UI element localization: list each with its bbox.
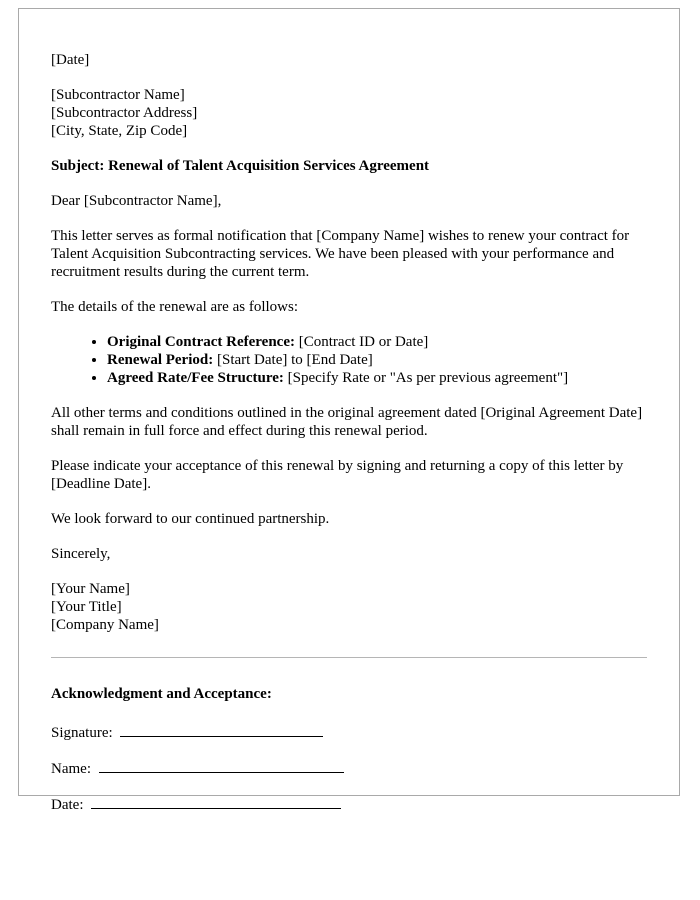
name-label: Name: <box>51 761 91 777</box>
letter-body <box>19 9 679 814</box>
list-item-renewal-period <box>107 351 647 369</box>
document-page <box>18 8 680 813</box>
recipient-name: [Subcontractor Name] <box>51 87 185 103</box>
signature-blank-line <box>120 722 323 737</box>
name-row <box>51 758 647 778</box>
terms-paragraph: All other terms and conditions outlined in the original agreement dated [Original Agreement Date] shall remain in full force and effect during this renewal period. <box>51 405 643 439</box>
recipient-street: [Subcontractor Address] <box>51 105 198 121</box>
subject-line: Subject: Renewal of Talent Acquisition Services Agreement <box>51 158 430 174</box>
signature-row <box>51 722 647 742</box>
bullet-label: Agreed Rate/Fee Structure: <box>107 370 284 386</box>
recipient-address-block <box>51 86 647 140</box>
bullet-label: Original Contract Reference: <box>107 334 295 350</box>
sender-company: [Company Name] <box>51 617 159 633</box>
salutation: Dear [Subcontractor Name], <box>51 193 222 209</box>
date-blank-line <box>91 794 341 809</box>
date-row <box>51 794 647 814</box>
list-item-contract-reference <box>107 333 647 351</box>
sender-block <box>51 580 647 634</box>
acknowledgment-heading: Acknowledgment and Acceptance: <box>51 686 272 702</box>
bullet-value: [Start Date] to [End Date] <box>213 352 373 368</box>
section-divider <box>51 657 647 658</box>
date-label: Date: <box>51 797 84 813</box>
bullet-value: [Contract ID or Date] <box>295 334 429 350</box>
name-blank-line <box>99 758 344 773</box>
renewal-details-list <box>51 333 647 387</box>
intro-paragraph: This letter serves as formal notification that [Company Name] wishes to renew your contract for Talent Acquisition Subcontracting services. We have been pleased with your performance and recruitment results during the current term. <box>51 228 630 280</box>
list-item-rate-structure <box>107 369 647 387</box>
signoff: Sincerely, <box>51 546 111 562</box>
bullet-label: Renewal Period: <box>107 352 214 368</box>
details-intro: The details of the renewal are as follows: <box>51 299 298 315</box>
acceptance-request-paragraph: Please indicate your acceptance of this renewal by signing and returning a copy of this letter by [Deadline Date]. <box>51 458 624 492</box>
bullet-value: [Specify Rate or "As per previous agreement"] <box>283 370 569 386</box>
signature-label: Signature: <box>51 725 113 741</box>
sender-title: [Your Title] <box>51 599 122 615</box>
date-placeholder: [Date] <box>51 52 90 68</box>
recipient-city-state-zip: [City, State, Zip Code] <box>51 123 188 139</box>
closing-line: We look forward to our continued partnership. <box>51 511 330 527</box>
sender-name: [Your Name] <box>51 581 130 597</box>
